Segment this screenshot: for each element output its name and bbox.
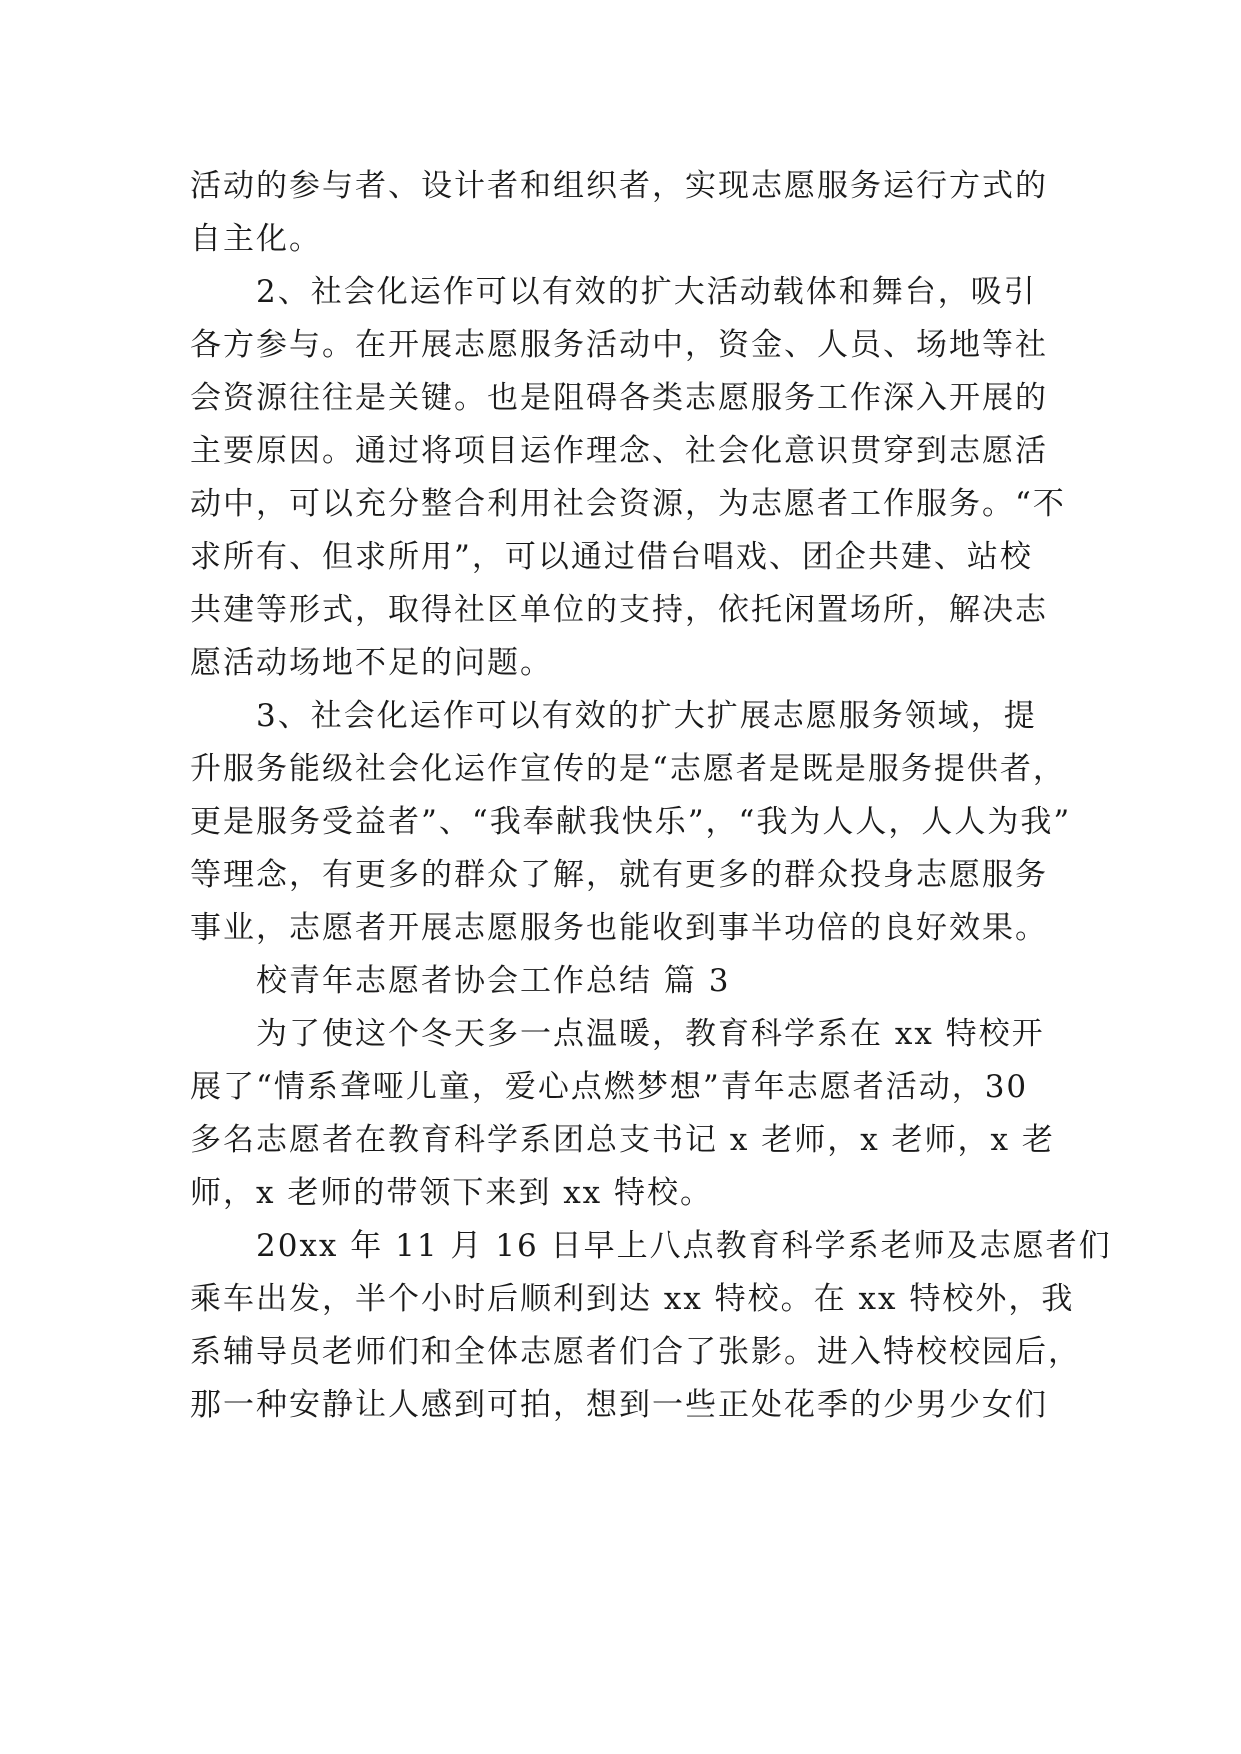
text-line-24: 那一种安静让人感到可拍，想到一些正处花季的少男少女们: [190, 1387, 1048, 1423]
text-line-17: 为了使这个冬天多一点温暖，教育科学系在 xx 特校开: [190, 1016, 1045, 1052]
text-line-21: 20xx 年 11 月 16 日早上八点教育科学系老师及志愿者们: [190, 1228, 1112, 1264]
text-line-13: 更是服务受益者”、“我奉献我快乐”，“我为人人，人人为我”: [190, 804, 1072, 840]
text-line-23: 系辅导员老师们和全体志愿者们合了张影。进入特校校园后，: [190, 1334, 1081, 1370]
text-line-9: 共建等形式，取得社区单位的支持，依托闲置场所，解决志: [190, 592, 1048, 628]
section-heading: 校青年志愿者协会工作总结 篇 3: [190, 963, 731, 999]
text-line-6: 主要原因。通过将项目运作理念、社会化意识贯穿到志愿活: [190, 433, 1048, 469]
text-line-1: 活动的参与者、设计者和组织者，实现志愿服务运行方式的: [190, 168, 1048, 204]
text-line-19: 多名志愿者在教育科学系团总支书记 x 老师，x 老师，x 老: [190, 1122, 1055, 1158]
text-line-7: 动中，可以充分整合利用社会资源，为志愿者工作服务。“不: [190, 486, 1066, 522]
text-line-8: 求所有、但求所用”，可以通过借台唱戏、团企共建、站校: [190, 539, 1033, 575]
text-line-3: 2、社会化运作可以有效的扩大活动载体和舞台，吸引: [190, 274, 1037, 310]
text-line-15: 事业，志愿者开展志愿服务也能收到事半功倍的良好效果。: [190, 910, 1048, 946]
text-line-5: 会资源往往是关键。也是阻碍各类志愿服务工作深入开展的: [190, 380, 1048, 416]
text-line-22: 乘车出发，半个小时后顺利到达 xx 特校。在 xx 特校外，我: [190, 1281, 1075, 1317]
text-line-14: 等理念，有更多的群众了解，就有更多的群众投身志愿服务: [190, 857, 1048, 893]
text-line-12: 升服务能级社会化运作宣传的是“志愿者是既是服务提供者，: [190, 751, 1066, 787]
text-line-18: 展了“情系聋哑儿童，爱心点燃梦想”青年志愿者活动，30: [190, 1069, 1029, 1105]
text-line-11: 3、社会化运作可以有效的扩大扩展志愿服务领域，提: [190, 698, 1037, 734]
text-line-4: 各方参与。在开展志愿服务活动中，资金、人员、场地等社: [190, 327, 1048, 363]
text-line-20: 师，x 老师的带领下来到 xx 特校。: [190, 1175, 714, 1211]
document-body: [190, 160, 1112, 1432]
text-line-2: 自主化。: [190, 221, 322, 257]
text-line-10: 愿活动场地不足的问题。: [190, 645, 553, 681]
